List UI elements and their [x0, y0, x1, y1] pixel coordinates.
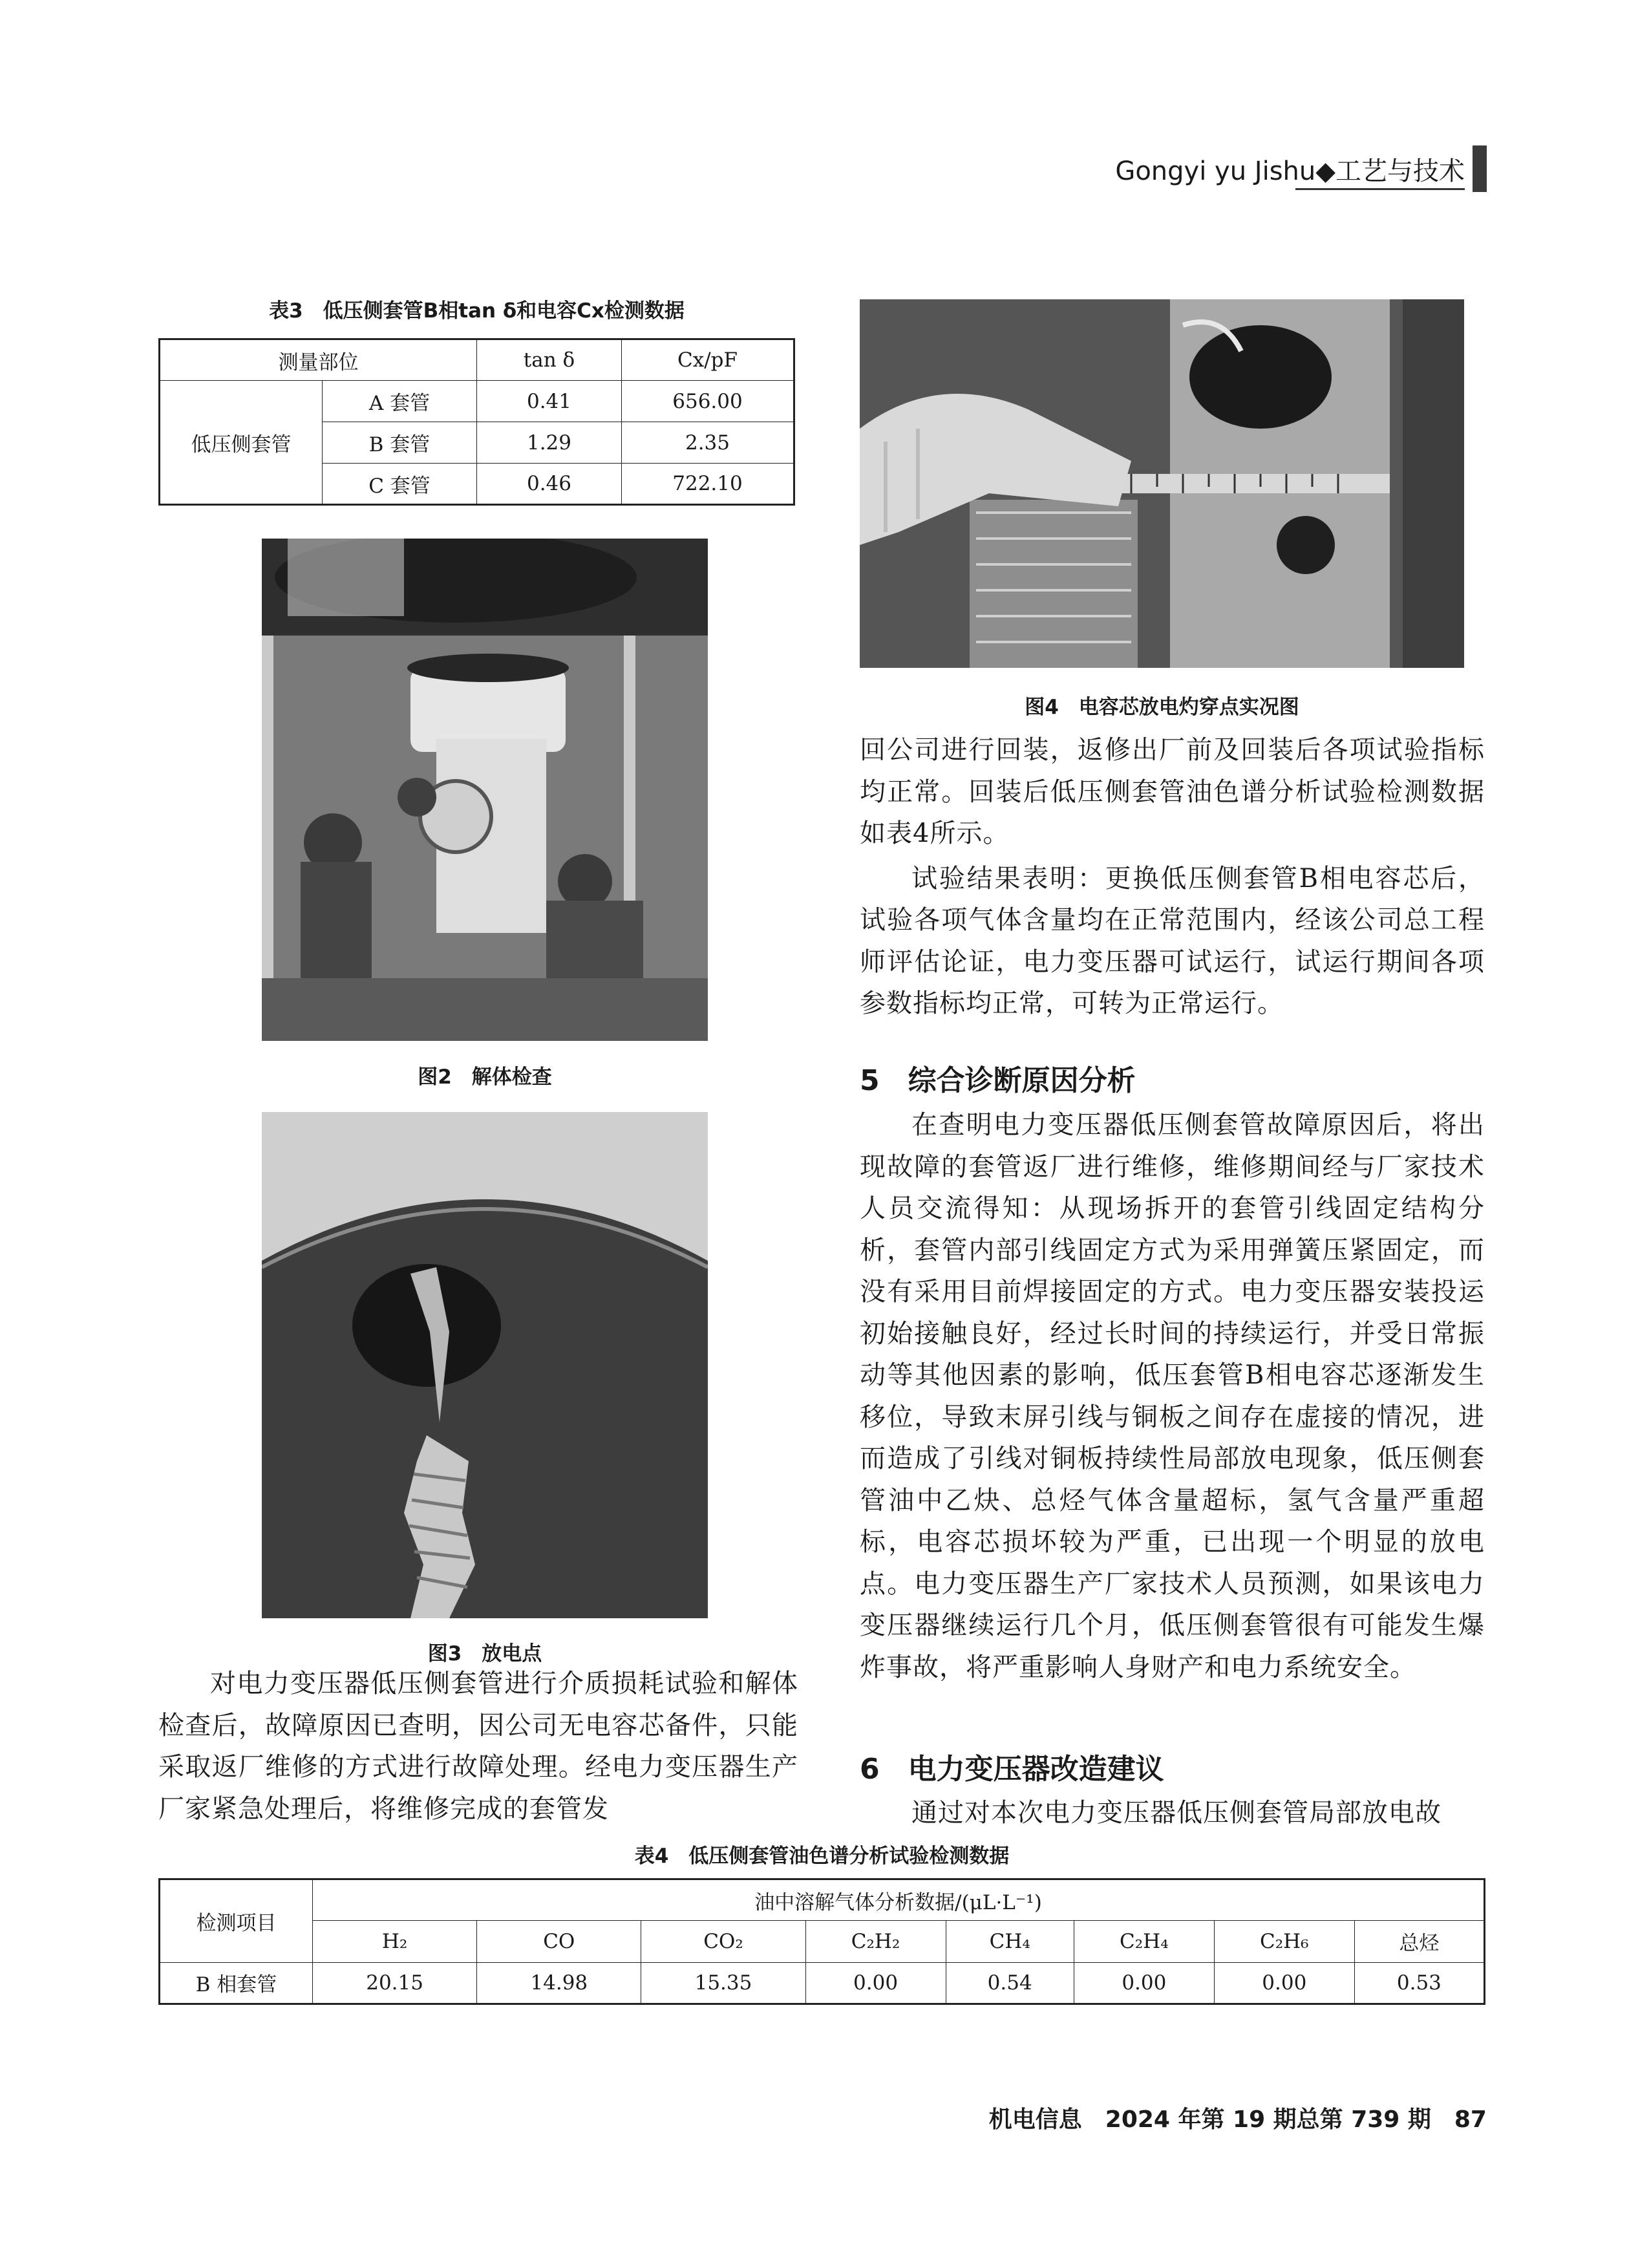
header-text: Gongyi yu Jishu◆工艺与技术: [1115, 156, 1465, 186]
table4-cell: 20.15: [313, 1962, 477, 2004]
table4-row-label: B 相套管: [160, 1962, 313, 2004]
section5-heading: 5 综合诊断原因分析: [860, 1064, 1136, 1097]
table4-cell: 0.00: [1074, 1962, 1214, 2004]
fig2-photo: [262, 539, 708, 1041]
table3-caption: 表3 低压侧套管B相tan δ和电容Cx检测数据: [269, 299, 685, 323]
table4-cell: 0.54: [946, 1962, 1074, 2004]
table3-row-tan: 0.46: [477, 464, 622, 505]
table4-col-header: C₂H₆: [1214, 1921, 1354, 1962]
fig3-photo: [262, 1112, 708, 1618]
table4-col-header: H₂: [313, 1921, 477, 1962]
running-header: [1099, 145, 1487, 197]
fig4-photo: [860, 299, 1464, 668]
table3-header-cx: Cx/pF: [622, 339, 794, 381]
table3-row-cx: 722.10: [622, 464, 794, 505]
table3-row-name: A 套管: [323, 381, 477, 422]
fig2-caption: 图2 解体检查: [418, 1065, 552, 1089]
table4-caption: 表4 低压侧套管油色谱分析试验检测数据: [634, 1845, 1010, 1868]
table3-row-cx: 2.35: [622, 422, 794, 464]
table4-cell: 0.53: [1354, 1962, 1484, 2004]
right-continuation: 回公司进行回装，返修出厂前及回装后各项试验指标均正常。回装后低压侧套管油色谱分析试验检测数据如表4所示。: [860, 735, 1485, 848]
table3-group-label: 低压侧套管: [160, 381, 323, 505]
table3-row-name: C 套管: [323, 464, 477, 505]
table4-col-header: C₂H₂: [805, 1921, 946, 1962]
table4-item-label: 检测项目: [160, 1879, 313, 1963]
table4-cell: 15.35: [641, 1962, 805, 2004]
table4-cell: 0.00: [1214, 1962, 1354, 2004]
table4-group-label: 油中溶解气体分析数据/(μL·L⁻¹): [313, 1879, 1485, 1921]
left-paragraph-text: 对电力变压器低压侧套管进行介质损耗试验和解体检查后，故障原因已查明，因公司无电容芯备件，只能采取返厂维修的方式进行故障处理。经电力变压器生产厂家紧急处理后，将维修完成的套管发: [158, 1669, 798, 1824]
left-paragraph: [158, 1663, 798, 1830]
table3-header-part: 测量部位: [160, 339, 477, 381]
page-footer: 机电信息 2024 年第 19 期总第 739 期 87: [988, 2106, 1487, 2133]
table3-header-tan: tan δ: [477, 339, 622, 381]
right-column-text: [860, 729, 1485, 1025]
section5-body: [860, 1104, 1485, 1688]
fig3-caption: 图3 放电点: [427, 1642, 542, 1665]
fig4-caption: 图4 电容芯放电灼穿点实况图: [1025, 696, 1299, 719]
table4-col-header: CH₄: [946, 1921, 1074, 1962]
header-bar: [1473, 145, 1487, 192]
table3-row-cx: 656.00: [622, 381, 794, 422]
table4-col-header: CO: [477, 1921, 641, 1962]
table3: [158, 338, 795, 505]
table3-row-tan: 1.29: [477, 422, 622, 464]
table4-cell: 0.00: [805, 1962, 946, 2004]
table3-row-name: B 套管: [323, 422, 477, 464]
section6-paragraph: 通过对本次电力变压器低压侧套管局部放电故: [911, 1798, 1442, 1828]
section5-paragraph: 在查明电力变压器低压侧套管故障原因后，将出现故障的套管返厂进行维修，维修期间经与厂家技术人员交流得知：从现场拆开的套管引线固定结构分析，套管内部引线固定方式为采用弹簧压紧固定，而没有采用目前焊接固定的方式。电力变压器安装投运初始接触良好，经过长时间的持续运行，并受日常振动等其他因素的影响，低压套管B相电容芯逐渐发生移位，导致末屏引线与铜板之间存在虚接的情况，进而造成了引线对铜板持续性局部放电现象，低压侧套管油中乙炔、总烃气体含量超标，氢气含量严重超标，电容芯损坏较为严重，已出现一个明显的放电点。电力变压器生产厂家技术人员预测，如果该电力变压器继续运行几个月，低压侧套管很有可能发生爆炸事故，将严重影响人身财产和电力系统安全。: [860, 1110, 1485, 1682]
table4-col-header: CO₂: [641, 1921, 805, 1962]
table4: [158, 1878, 1485, 2005]
table4-col-header: C₂H₄: [1074, 1921, 1214, 1962]
table4-cell: 14.98: [477, 1962, 641, 2004]
table3-row-tan: 0.41: [477, 381, 622, 422]
header-rule: [1295, 188, 1465, 190]
section6-heading: 6 电力变压器改造建议: [860, 1753, 1164, 1786]
table4-col-header: 总烃: [1354, 1921, 1484, 1962]
right-paragraph-2: 试验结果表明：更换低压侧套管B相电容芯后，试验各项气体含量均在正常范围内，经该公司总工程师评估论证，电力变压器可试运行，试运行期间各项参数指标均正常，可转为正常运行。: [860, 863, 1485, 1018]
section6-body: [860, 1792, 1485, 1834]
